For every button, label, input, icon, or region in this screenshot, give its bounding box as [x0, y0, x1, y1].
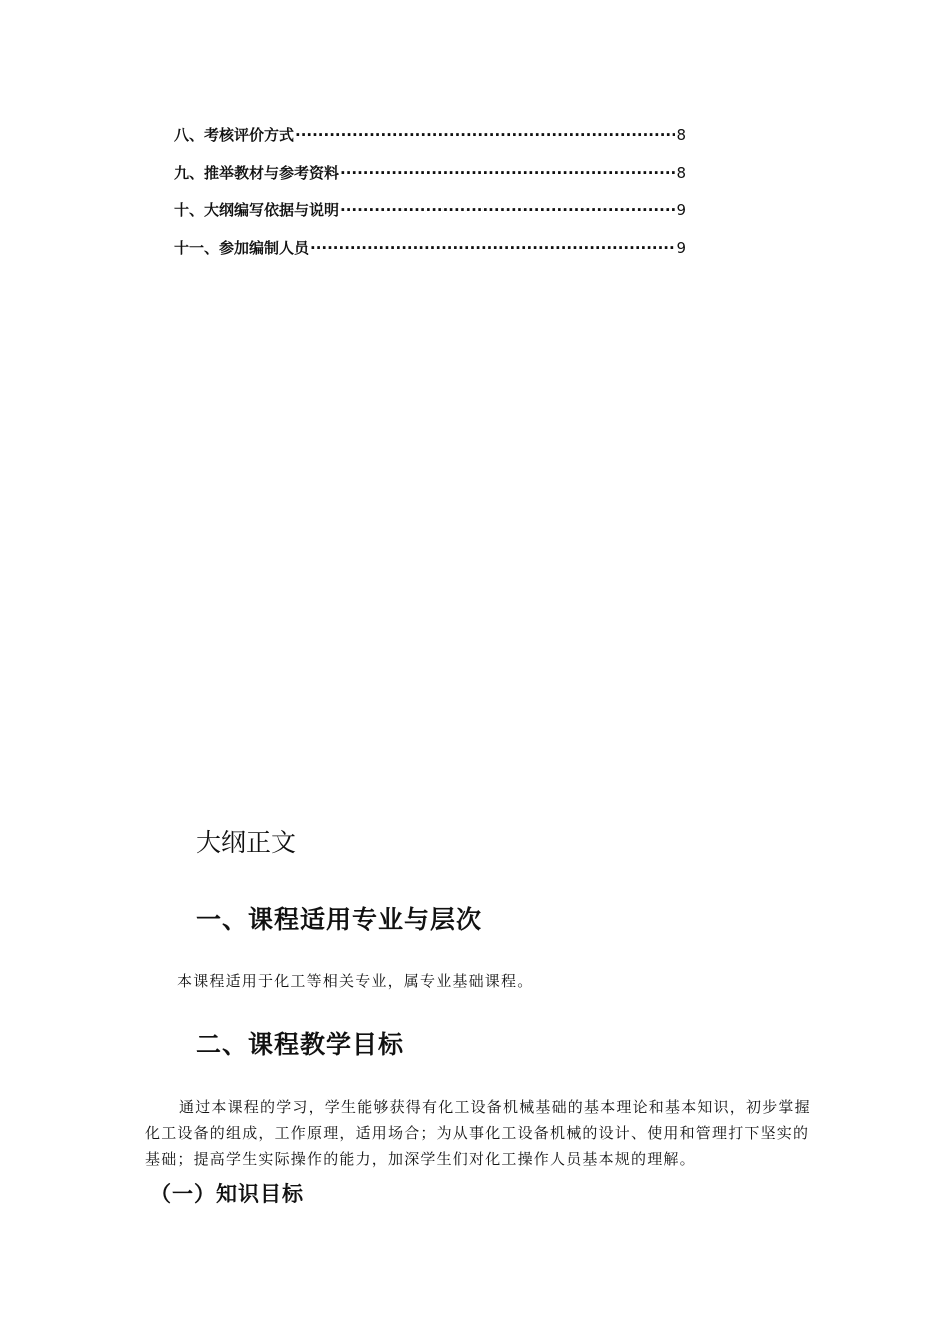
- section-paragraph-applicable-majors: 本课程适用于化工等相关专业，属专业基础课程。: [177, 972, 534, 990]
- toc-entry-title: 八、考核评价方式: [174, 126, 295, 144]
- toc-entry[interactable]: [174, 199, 686, 237]
- section-paragraph-teaching-objectives: 通过本课程的学习，学生能够获得有化工设备机械基础的基本理论和基本知识，初步掌握化工设备的组成，工作原理，适用场合；为从事化工设备机械的设计、使用和管理打下坚实的基础；提高学生实际操作的能力，加深学生们对化工操作人员基本规的理解。: [145, 1098, 811, 1168]
- toc-leader-dots: [340, 164, 675, 182]
- toc-entry[interactable]: [174, 162, 686, 200]
- section-heading-teaching-objectives: 二、课程教学目标: [196, 1030, 405, 1059]
- section-heading-applicable-majors: 一、课程适用专业与层次: [196, 905, 483, 934]
- toc-leader-dots: [340, 201, 675, 219]
- document-heading: 大纲正文: [196, 828, 297, 857]
- toc-entry[interactable]: [174, 124, 686, 162]
- toc-entry-page: 9: [676, 238, 686, 257]
- toc-entry-page: 9: [676, 201, 686, 219]
- toc-entry-title: 十一、参加编制人员: [174, 238, 310, 257]
- toc-leader-dots: [295, 126, 675, 144]
- toc-leader-dots: [310, 239, 675, 257]
- toc-entry-page: 8: [676, 126, 686, 144]
- subsection-heading-knowledge-objectives: （一）知识目标: [150, 1182, 304, 1206]
- toc-entry[interactable]: [174, 237, 686, 275]
- toc-entry-title: 九、推举教材与参考资料: [174, 163, 340, 182]
- table-of-contents: [174, 124, 686, 274]
- toc-entry-page: 8: [676, 163, 686, 182]
- toc-entry-title: 十、大纲编写依据与说明: [174, 201, 340, 219]
